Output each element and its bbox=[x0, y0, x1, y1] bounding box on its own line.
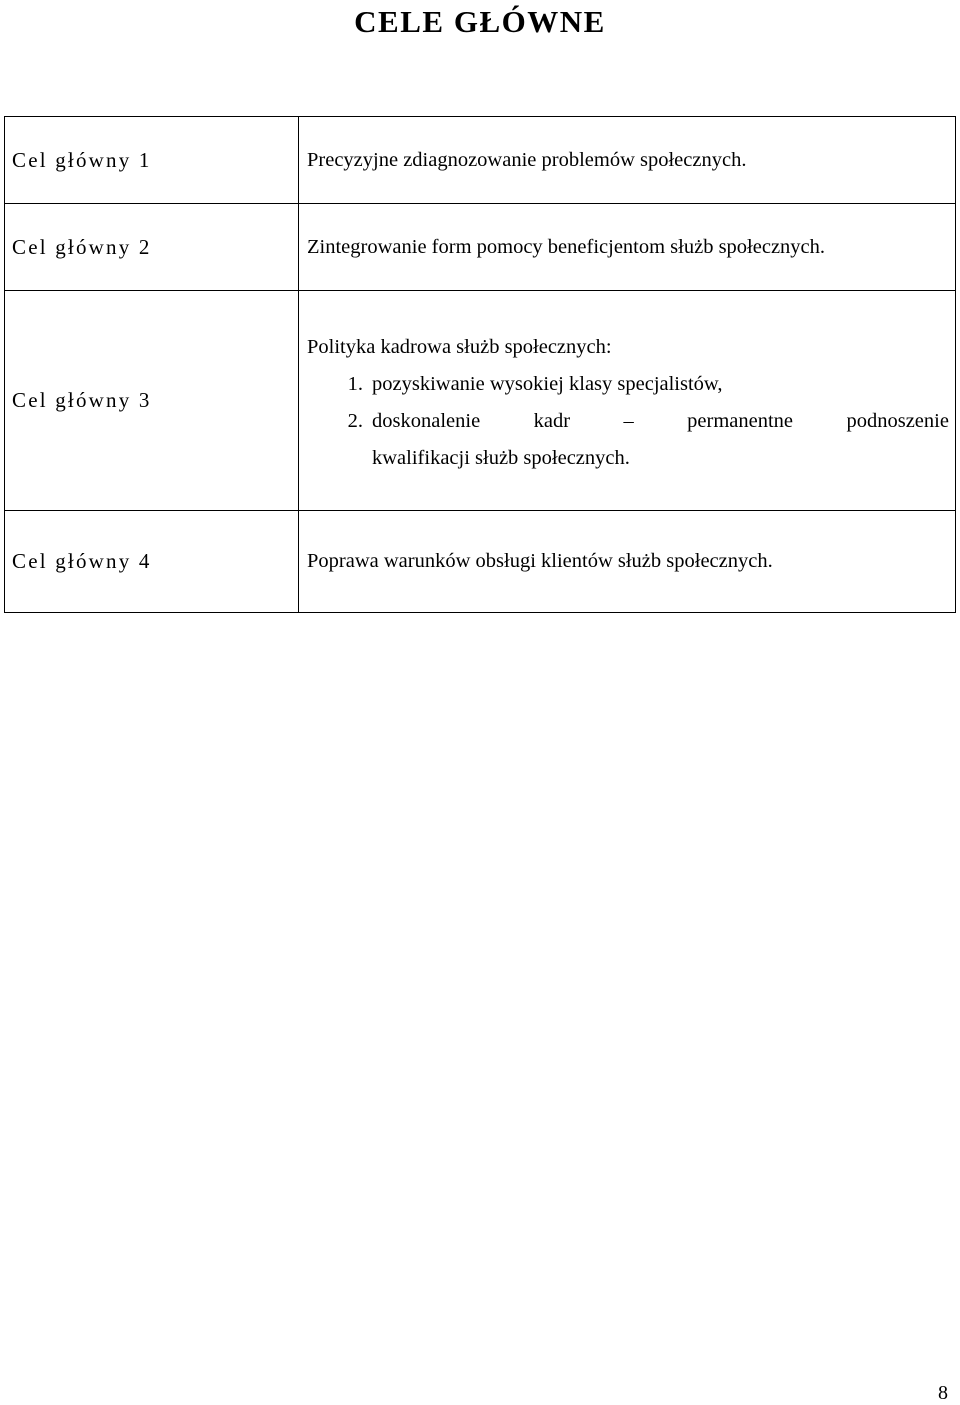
list-number: 2. bbox=[347, 409, 363, 432]
goal-description bbox=[299, 291, 956, 511]
table-row bbox=[5, 117, 956, 204]
table-row bbox=[5, 204, 956, 291]
goal-description: Poprawa warunków obsługi klientów służb społecznych. bbox=[299, 511, 956, 613]
goal-label: Cel główny 1 bbox=[5, 117, 299, 204]
goal-description: Precyzyjne zdiagnozowanie problemów społecznych. bbox=[299, 117, 956, 204]
goal-description: Zintegrowanie form pomocy beneficjentom służb społecznych. bbox=[299, 204, 956, 291]
list-word: podnoszenie bbox=[846, 409, 949, 432]
page-number: 8 bbox=[938, 1382, 948, 1404]
goal-label: Cel główny 2 bbox=[5, 204, 299, 291]
list-item bbox=[307, 366, 949, 403]
list-number: 1. bbox=[347, 372, 363, 395]
goal-label: Cel główny 3 bbox=[5, 291, 299, 511]
goal-label: Cel główny 4 bbox=[5, 511, 299, 613]
list-text bbox=[372, 403, 949, 440]
page-title: CELE GŁÓWNE bbox=[354, 4, 606, 39]
list-continuation: kwalifikacji służb społecznych. bbox=[372, 446, 630, 469]
list-word: kadr bbox=[533, 409, 571, 432]
list-word: – bbox=[623, 409, 634, 432]
list-item bbox=[307, 403, 949, 440]
list-word: permanentne bbox=[687, 409, 794, 432]
list-text: pozyskiwanie wysokiej klasy specjalistów, bbox=[372, 372, 723, 395]
table-row bbox=[5, 291, 956, 511]
list-word: doskonalenie bbox=[372, 409, 481, 432]
table-row bbox=[5, 511, 956, 613]
goals-table bbox=[4, 116, 956, 613]
goal-intro: Polityka kadrowa służb społecznych: bbox=[307, 335, 612, 358]
